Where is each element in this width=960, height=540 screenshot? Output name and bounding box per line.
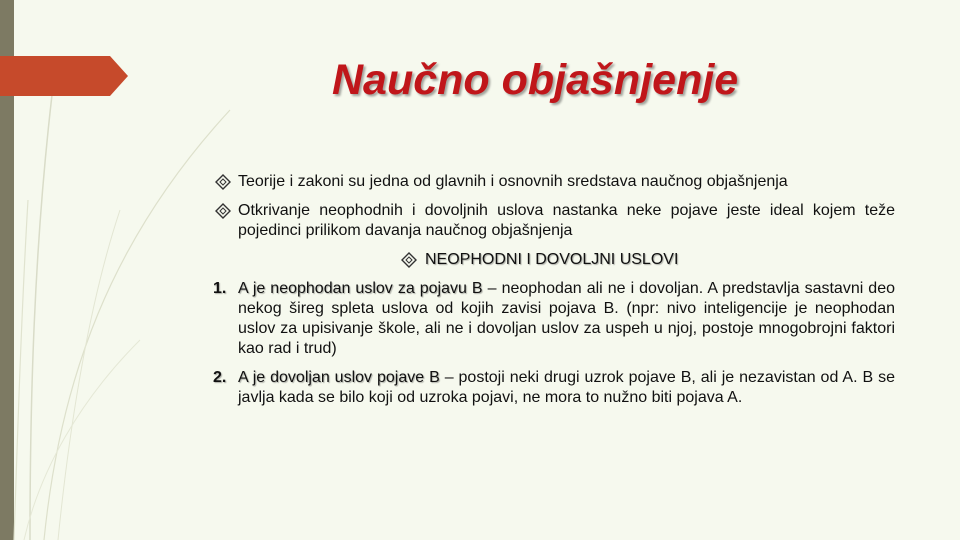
diamond-outline-icon <box>401 252 417 268</box>
diamond-outline-icon <box>215 174 231 190</box>
item-number: 1. <box>213 280 227 297</box>
item-number: 2. <box>213 369 227 386</box>
bullet-item <box>215 172 895 194</box>
subheading-item <box>401 250 721 272</box>
bullet-text: Teorije i zakoni su jedna od glavnih i osnovnih sredstava naučnog objašnjenja <box>238 173 788 190</box>
item-text <box>238 279 895 359</box>
item-lead: A je neophodan uslov za pojavu B <box>238 280 483 297</box>
item-text <box>238 368 895 408</box>
slide-title: Naučno objašnjenje <box>332 56 739 104</box>
item-rest: – neophodan ali ne i dovoljan. A predstavlja sastavni deo nekog šireg spleta uslova od kojih zavisi pojava B. (npr: nivo inteligencije je neophodan uslov za upisivanje škole, ali ne i dovoljan uslov za uspeh u njoj, postoje mnogobrojni faktori kao rad i trud) <box>238 280 896 357</box>
subheading-text: NEOPHODNI I DOVOLJNI USLOVI <box>425 251 679 268</box>
item-lead: A je dovoljan uslov pojave B <box>238 369 440 386</box>
bullet-text: Otkrivanje neophodnih i dovoljnih uslova nastanka neke pojave jeste ideal kojem teže pojedinci prilikom davanja naučnog objašnjenja <box>238 202 895 239</box>
numbered-item <box>213 368 895 410</box>
diamond-outline-icon <box>215 203 231 219</box>
bullet-item <box>215 201 895 243</box>
title-tab-arrow <box>0 56 130 96</box>
numbered-item <box>213 279 895 361</box>
item-rest: – postoji neki drugi uzrok pojave B, ali je nezavistan od A. B se javlja kada se bilo koji od uzroka pojavi, ne mora to nužno biti pojava A. <box>238 369 895 406</box>
